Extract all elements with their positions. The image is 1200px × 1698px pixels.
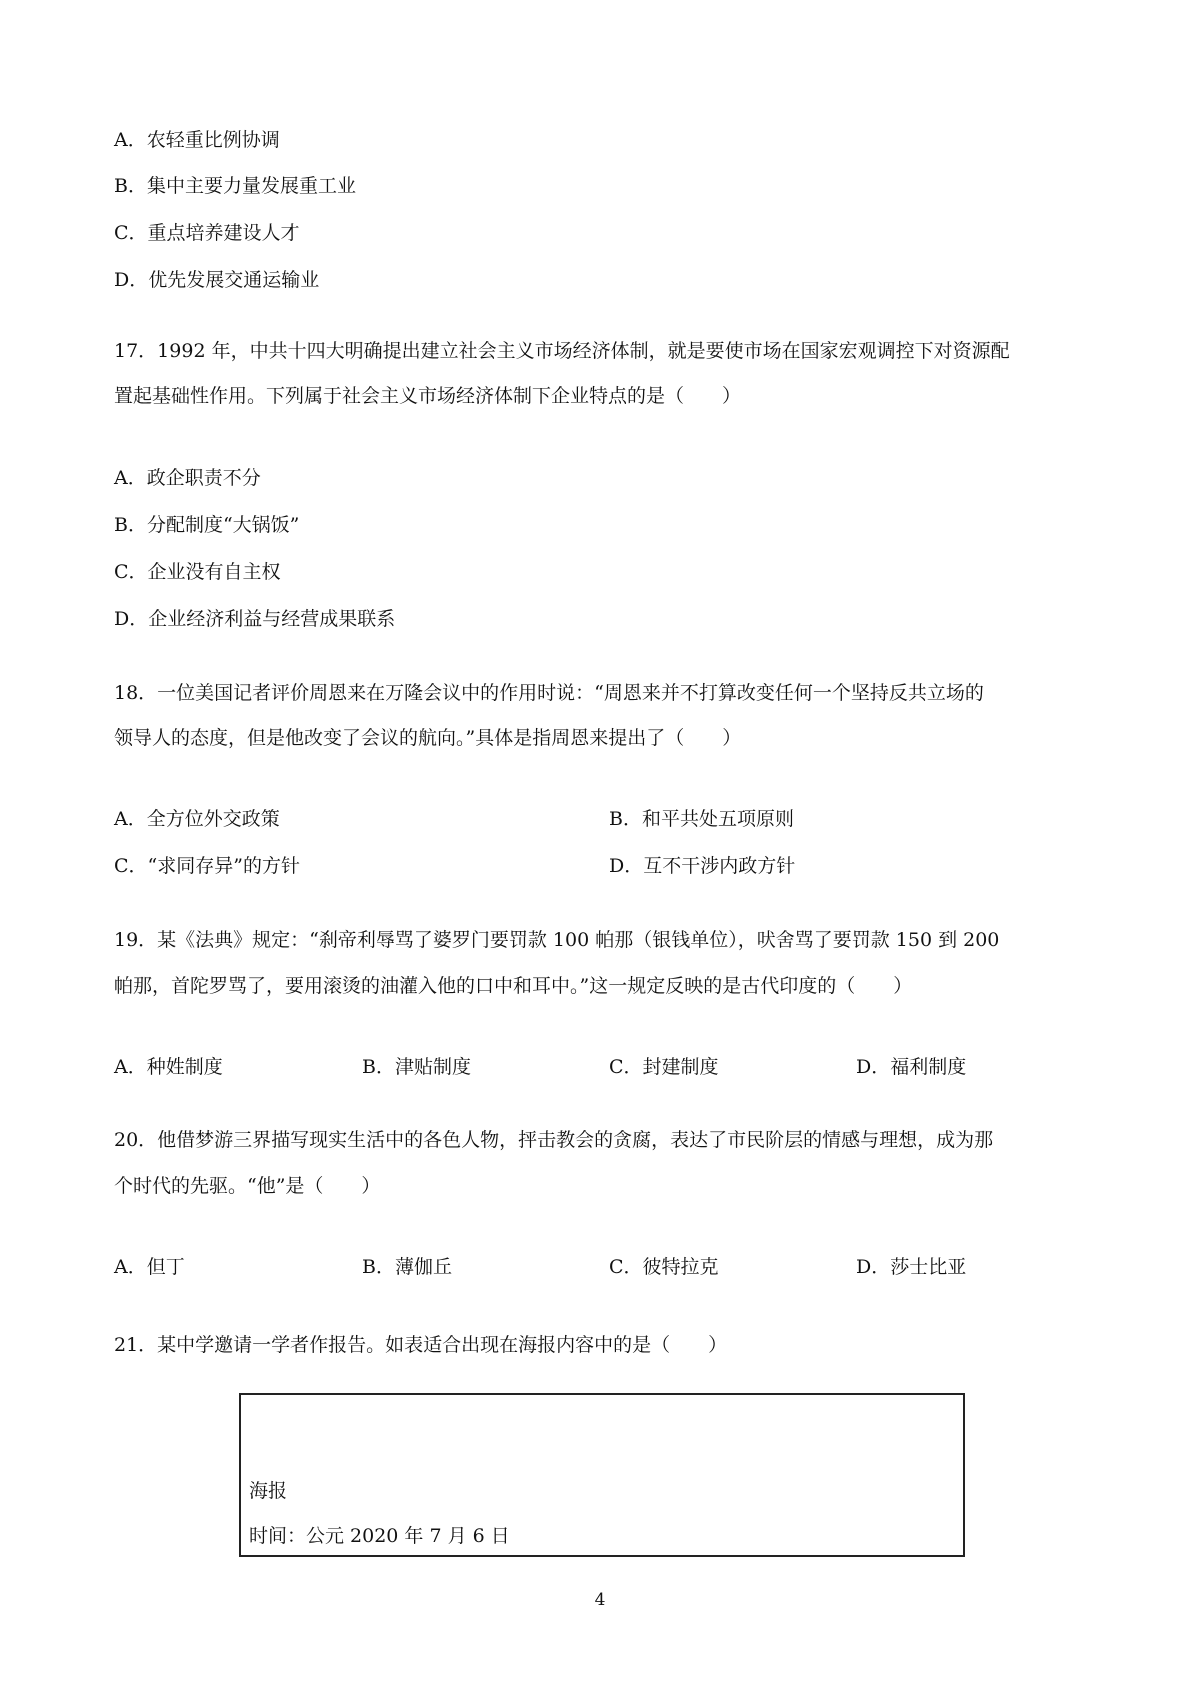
page-number: 4 (594, 1590, 606, 1610)
q17-option-c: C．企业没有自主权 (114, 561, 281, 583)
q19-options (114, 1054, 1104, 1080)
q17-option-d: D．企业经济利益与经营成果联系 (114, 608, 396, 630)
q18-option-d: D．互不干涉内政方针 (609, 855, 796, 877)
poster-time: 时间：公元 2020 年 7 月 6 日 (249, 1525, 510, 1547)
poster-box (239, 1393, 965, 1557)
q18-stem-line1: 18．一位美国记者评价周恩来在万隆会议中的作用时说：“周恩来并不打算改变任何一个坚持反共立场的 (114, 682, 984, 704)
q18-option-b: B．和平共处五项原则 (609, 808, 794, 830)
q20-option-a: A．但丁 (114, 1256, 185, 1278)
q19-option-c: C．封建制度 (609, 1056, 719, 1078)
poster-title: 海报 (249, 1480, 288, 1502)
q16-option-b: B．集中主要力量发展重工业 (114, 175, 356, 197)
q17-stem-line1: 17．1992 年，中共十四大明确提出建立社会主义市场经济体制，就是要使市场在国家宏观调控下对资源配 (114, 340, 1010, 362)
q16-option-c: C．重点培养建设人才 (114, 222, 300, 244)
q17-option-a: A．政企职责不分 (114, 467, 261, 489)
q20-option-b: B．薄伽丘 (362, 1256, 452, 1278)
q20-option-c: C．彼特拉克 (609, 1256, 719, 1278)
q18-option-c: C．“求同存异”的方针 (114, 855, 300, 877)
q20-option-d: D．莎士比亚 (856, 1256, 967, 1278)
q16-option-a: A．农轻重比例协调 (114, 129, 280, 151)
q17-option-b: B．分配制度“大锅饭” (114, 514, 300, 536)
q16-option-d: D．优先发展交通运输业 (114, 269, 320, 291)
q21-stem: 21．某中学邀请一学者作报告。如表适合出现在海报内容中的是（ ） (114, 1334, 728, 1356)
q19-option-d: D．福利制度 (856, 1056, 967, 1078)
q19-option-b: B．津贴制度 (362, 1056, 471, 1078)
q19-stem-line1: 19．某《法典》规定：“刹帝利辱骂了婆罗门要罚款 100 帕那（银钱单位），吠舍骂了要罚款 150 到 200 (114, 929, 1000, 951)
q20-stem-line2: 个时代的先驱。“他”是（ ） (114, 1175, 381, 1197)
q18-options-row1 (114, 806, 1104, 832)
q18-stem-line2: 领导人的态度，但是他改变了会议的航向。”具体是指周恩来提出了（ ） (114, 727, 742, 749)
q20-options (114, 1254, 1104, 1280)
q19-stem-line2: 帕那，首陀罗骂了，要用滚烫的油灌入他的口中和耳中。”这一规定反映的是古代印度的（ ） (114, 975, 913, 997)
q18-options-row2 (114, 853, 1104, 879)
q18-option-a: A．全方位外交政策 (114, 808, 280, 830)
q17-stem-line2: 置起基础性作用。下列属于社会主义市场经济体制下企业特点的是（ ） (114, 385, 742, 407)
q20-stem-line1: 20．他借梦游三界描写现实生活中的各色人物，抨击教会的贪腐，表达了市民阶层的情感与理想，成为那 (114, 1129, 994, 1151)
q19-option-a: A．种姓制度 (114, 1056, 223, 1078)
